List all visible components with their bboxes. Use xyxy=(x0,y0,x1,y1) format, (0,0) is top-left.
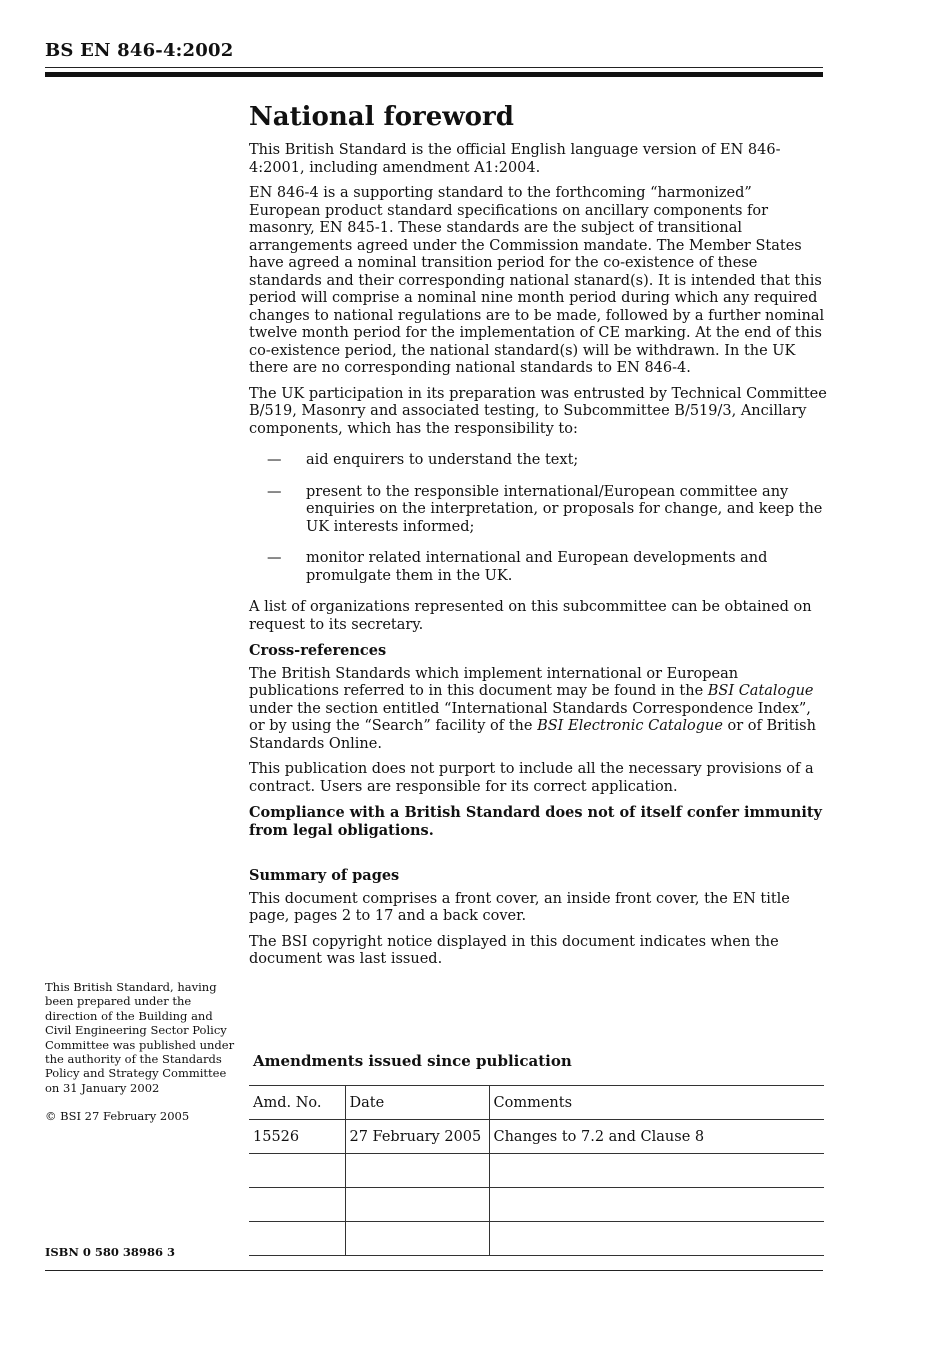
provisions-paragraph: This publication does not purport to include all the necessary provisions of a contract. Users are responsible for its correct application. xyxy=(249,761,814,795)
cell-comments xyxy=(489,1188,824,1222)
intro-paragraph: This British Standard is the official English language version of EN 846-4:2001, including amendment A1:2004. xyxy=(249,142,781,176)
copyright-line: © BSI 27 February 2005 xyxy=(45,1109,190,1124)
document-id: BS EN 846-4:2002 xyxy=(45,40,234,61)
header-amd-no: Amd. No. xyxy=(249,1086,345,1120)
table-row xyxy=(249,1188,824,1222)
list-item xyxy=(249,452,827,470)
cell-date: 27 February 2005 xyxy=(345,1120,489,1154)
cell-amd-no xyxy=(249,1188,345,1222)
main-content xyxy=(249,100,827,977)
summary-heading: Summary of pages xyxy=(249,867,400,884)
list-item-text: monitor related international and European developments and promulgate them in the UK. xyxy=(306,550,768,584)
responsibility-list xyxy=(249,452,827,585)
cell-amd-no: 15526 xyxy=(249,1120,345,1154)
list-item xyxy=(249,484,827,537)
publication-note: This British Standard, having been prepared under the direction of the Building and Civil Engineering Sector Policy Committee was published under the authority of the Standards Policy and Strategy Committee on 31 January 2002 xyxy=(45,980,235,1095)
table-row xyxy=(249,1222,824,1256)
table-row xyxy=(249,1120,824,1154)
header-rule-thin xyxy=(45,67,823,68)
cell-comments xyxy=(489,1222,824,1256)
organizations-paragraph: A list of organizations represented on this subcommittee can be obtained on request to its secretary. xyxy=(249,599,812,633)
cross-references-paragraph: The British Standards which implement international or European publications referred to in this document may be found in the BSI Catalogue under the section entitled “International Standards Correspondence Index”, or by using the “Search” facility of the BSI Electronic Catalogue or of British Standards Online. xyxy=(249,665,816,752)
cell-date xyxy=(345,1222,489,1256)
cell-date xyxy=(345,1188,489,1222)
cell-date xyxy=(345,1154,489,1188)
page-title: National foreword xyxy=(249,102,514,132)
amendments-table xyxy=(249,1085,824,1256)
compliance-statement: Compliance with a British Standard does not of itself confer immunity from legal obligations. xyxy=(249,804,822,839)
dash-marker: — xyxy=(267,550,282,566)
header-date: Date xyxy=(345,1086,489,1120)
list-item-text: present to the responsible international/European committee any enquiries on the interpretation, or proposals for change, and keep the UK interests informed; xyxy=(306,483,823,535)
isbn: ISBN 0 580 38986 3 xyxy=(45,1245,175,1259)
cell-amd-no xyxy=(249,1154,345,1188)
bsi-electronic-catalogue-ref: BSI Electronic Catalogue xyxy=(537,718,723,734)
bsi-catalogue-ref: BSI Catalogue xyxy=(707,683,814,699)
summary-paragraph: This document comprises a front cover, an inside front cover, the EN title page, pages 2 to 17 and a back cover. xyxy=(249,890,790,924)
table-header-row xyxy=(249,1086,824,1120)
cell-comments: Changes to 7.2 and Clause 8 xyxy=(489,1120,824,1154)
amendments-title: Amendments issued since publication xyxy=(253,1052,572,1070)
cell-comments xyxy=(489,1154,824,1188)
copyright-notice-paragraph: The BSI copyright notice displayed in this document indicates when the document was last issued. xyxy=(249,933,779,967)
header-comments: Comments xyxy=(489,1086,824,1120)
harmonized-paragraph: EN 846-4 is a supporting standard to the forthcoming “harmonized” European product standard specifications on ancillary components for masonry, EN 845-1. These standards are the subject of transitional arrangements agreed under the Commission mandate. The Member States have agreed a nominal transition period for the co-existence of these standards and their corresponding national stanard(s). It is intended that this period will comprise a nominal nine month period during which any required changes to national regulations are to be made, followed by a further nominal twelve month period for the implementation of CE marking. At the end of this co-existence period, the national standard(s) will be withdrawn. In the UK there are no corresponding national standards to EN 846-4. xyxy=(249,185,825,376)
list-item-text: aid enquirers to understand the text; xyxy=(306,452,579,468)
header-rule-thick xyxy=(45,72,823,77)
table-row xyxy=(249,1154,824,1188)
cross-references-heading: Cross-references xyxy=(249,642,387,659)
cell-amd-no xyxy=(249,1222,345,1256)
footer-rule xyxy=(45,1270,823,1271)
dash-marker: — xyxy=(267,452,282,468)
list-item xyxy=(249,550,827,585)
dash-marker: — xyxy=(267,483,282,500)
participation-paragraph: The UK participation in its preparation was entrusted by Technical Committee B/519, Masonry and associated testing, to Subcommittee B/519/3, Ancillary components, which has the responsibility to: xyxy=(249,385,827,437)
sidebar-notes xyxy=(45,980,235,1138)
